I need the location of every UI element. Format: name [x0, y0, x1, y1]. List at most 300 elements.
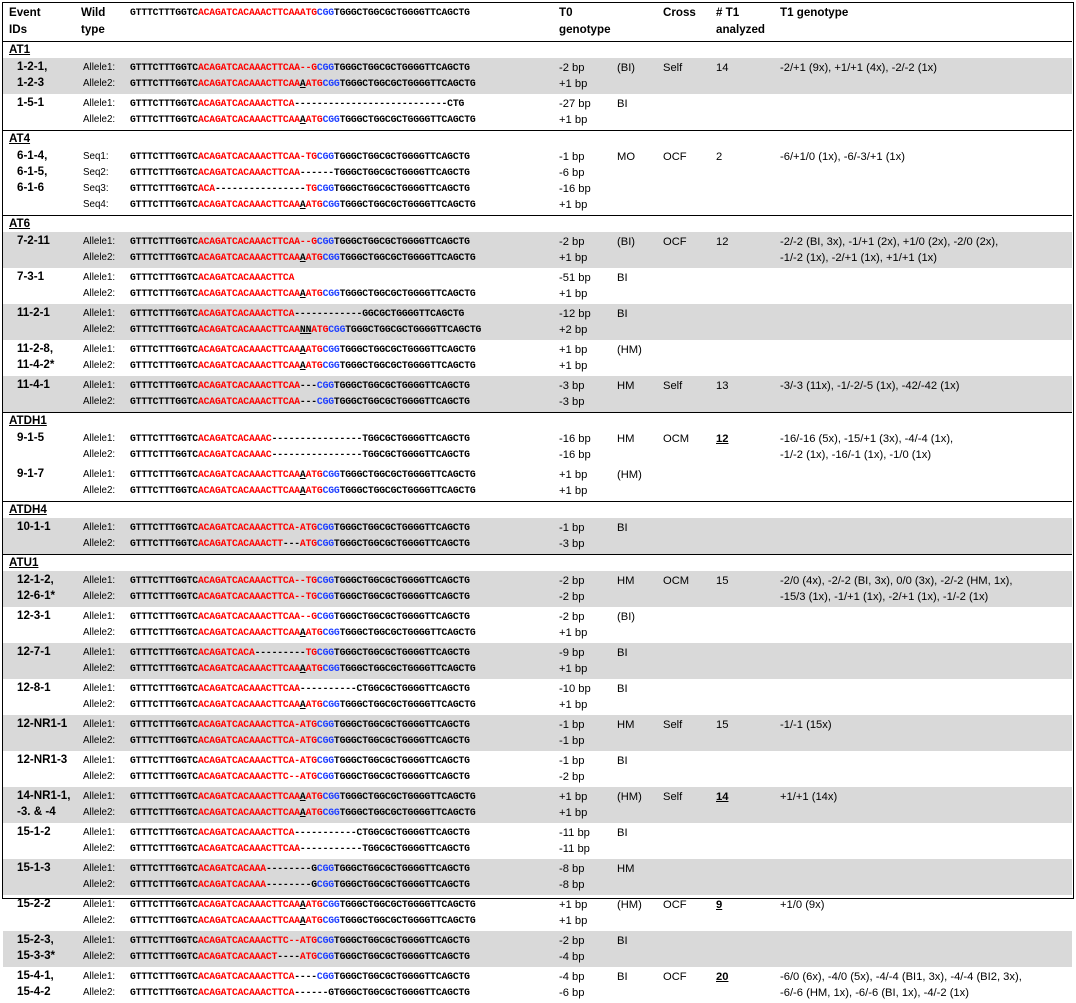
sequence-segment: GTTTCTTTGGTC — [130, 935, 198, 946]
allele-sequence — [130, 610, 470, 624]
sequence-segment: ACAGATCACAAACTTCAA — [197, 791, 300, 802]
sequence-segment: TGGGCTGGCGCTGGGGTTCAGCTG — [339, 360, 476, 371]
allele-label: Allele2: — [83, 771, 116, 782]
section-title: ATU1 — [9, 556, 39, 569]
cross-type: Self — [663, 380, 683, 392]
sequence-segment: ACAGATCACAAACTTCA — [197, 98, 295, 109]
allele-sequence — [130, 950, 470, 964]
sequence-segment: CGG — [322, 344, 340, 355]
sequence-segment: TGGGCTGGCGCTGGGGTTCAGCTG — [333, 522, 470, 533]
t0-genotype-value: -2 bp — [559, 771, 585, 783]
allele-label: Allele1: — [83, 469, 116, 480]
event-id: 12-8-1 — [17, 681, 51, 694]
sequence-segment: ATG — [305, 915, 323, 926]
sequence-segment: TGGGCTGGCGCTGGGGTTCAGCTG — [339, 915, 476, 926]
sequence-segment: GTTTCTTTGGTC — [130, 485, 198, 496]
sequence-segment: CGG — [322, 360, 340, 371]
allele-label: Allele1: — [83, 899, 116, 910]
zygosity-label: HM — [617, 433, 635, 445]
allele-label: Allele1: — [83, 791, 116, 802]
sequence-segment: CGG — [316, 575, 334, 586]
t0-genotype-value: +1 bp — [559, 252, 588, 264]
allele-label: Allele1: — [83, 62, 116, 73]
t1-count: 15 — [716, 575, 729, 587]
event-id: 15-4-1, — [17, 969, 54, 982]
sequence-segment: CGG — [316, 611, 334, 622]
t0-genotype-value: -8 bp — [559, 879, 585, 891]
sequence-segment: ACAGATCACAAACTTCAA — [197, 78, 300, 89]
t0-genotype-value: +1 bp — [559, 485, 588, 497]
sequence-segment: GTTTCTTTGGTC — [130, 879, 198, 890]
allele-sequence — [130, 934, 470, 948]
sequence-segment: TGGGCTGGCGCTGGGGTTCAGCTG — [333, 611, 470, 622]
t1-genotype-value: -1/-1 (15x) — [780, 719, 832, 731]
allele-label: Allele1: — [83, 611, 116, 622]
sequence-segment: TGGGCTGGCGCTGGGGTTCAGCTG — [333, 863, 470, 874]
t0-genotype-value: -1 bp — [559, 755, 585, 767]
sequence-segment: ACAGATCACAAACTTCA-ATG — [197, 755, 317, 766]
t1-count: 15 — [716, 719, 729, 731]
allele-label: Allele2: — [83, 114, 116, 125]
allele-sequence — [130, 537, 470, 551]
t0-genotype-value: -51 bp — [559, 272, 591, 284]
table-row — [3, 715, 1072, 751]
sequence-segment: ACAGATCACAAACTTCA — [197, 308, 295, 319]
sequence-segment: CGG — [322, 252, 340, 263]
sequence-segment: ACAGATCACAAACTTCA-ATG — [197, 719, 317, 730]
cross-type: OCF — [663, 236, 687, 248]
sequence-segment: GTTTCTTTGGTC — [130, 951, 198, 962]
allele-sequence — [130, 898, 476, 912]
sequence-segment: ACAGATCACAAACT — [197, 951, 278, 962]
sequence-segment: NN — [299, 324, 312, 335]
allele-sequence — [130, 61, 470, 75]
sequence-segment: TGGGCTGGCGCTGGGGTTCAGCTG — [339, 288, 476, 299]
sequence-segment: ATG — [305, 699, 323, 710]
section-header-row — [3, 215, 1072, 232]
sequence-segment: ACAGATCACAAA — [197, 879, 266, 890]
header-t1n-line: analyzed — [716, 23, 765, 36]
sequence-segment: A — [299, 627, 306, 638]
sequence-segment: CGG — [316, 62, 334, 73]
sequence-segment: TGGGCTGGCGCTGGGGTTCAGCTG — [339, 485, 476, 496]
sequence-segment: TGGGCTGGCGCTGGGGTTCAGCTG — [339, 469, 476, 480]
sequence-segment: GTTTCTTTGGTC — [130, 449, 198, 460]
sequence-segment: GTTTCTTTGGTC — [130, 114, 198, 125]
allele-label: Allele2: — [83, 78, 116, 89]
t1-count: 20 — [716, 971, 729, 983]
sequence-segment: ACAGATCACAAACTTCA — [197, 987, 295, 998]
sequence-segment: TGGGCTGGCGCTGGGGTTCAGCTG — [333, 62, 470, 73]
allele-sequence — [130, 379, 470, 393]
t1-genotype-value: -6/0 (6x), -4/0 (5x), -4/-4 (BI1, 3x), -4/-4 (BI2, 3x), — [780, 971, 1022, 983]
sequence-segment: ACAGATCACAAACTTCAA — [197, 627, 300, 638]
sequence-segment: ---- — [277, 951, 300, 962]
sequence-segment: ATG — [299, 538, 317, 549]
zygosity-label: (HM) — [617, 344, 642, 356]
zygosity-label: HM — [617, 863, 635, 875]
allele-sequence — [130, 113, 476, 127]
cross-type: OCF — [663, 899, 687, 911]
t0-genotype-value: +1 bp — [559, 663, 588, 675]
table-row — [3, 679, 1072, 715]
t0-genotype-value: -9 bp — [559, 647, 585, 659]
sequence-segment: TGGGCTGGCGCTGGGGTTCAGCTG — [333, 380, 470, 391]
t0-genotype-value: -11 bp — [559, 843, 590, 855]
t0-genotype-value: +1 bp — [559, 627, 588, 639]
allele-sequence — [130, 626, 476, 640]
event-id: -3. & -4 — [17, 805, 56, 818]
t0-genotype-value: +1 bp — [559, 915, 588, 927]
sequence-segment: ACAGATCACAAACTTCAA — [197, 915, 300, 926]
header-t1n-line: # T1 — [716, 6, 740, 19]
t1-count: 14 — [716, 791, 729, 803]
header-wild-line: type — [81, 23, 105, 36]
sequence-segment: GTTTCTTTGGTC — [130, 771, 198, 782]
event-id: 1-2-3 — [17, 76, 45, 89]
sequence-segment: ------------GGCGCTGGGGTTCAGCTG — [294, 308, 465, 319]
t0-genotype-value: +1 bp — [559, 114, 588, 126]
sequence-segment: TGGGCTGGCGCTGGGGTTCAGCTG — [333, 591, 470, 602]
header-wild-line: Wild — [81, 6, 106, 19]
sequence-segment: GTTTCTTTGGTC — [130, 380, 198, 391]
section-header-row — [3, 501, 1072, 518]
sequence-segment: ATG — [305, 360, 323, 371]
t0-genotype-value: +1 bp — [559, 469, 588, 481]
sequence-segment: TGGGCTGGCGCTGGGGTTCAGCTG — [333, 236, 470, 247]
sequence-segment: ---- — [294, 971, 317, 982]
header-row — [3, 3, 1072, 39]
event-id: 9-1-5 — [17, 431, 45, 444]
sequence-segment: A — [299, 663, 306, 674]
sequence-segment: --------- — [254, 647, 306, 658]
table-row — [3, 340, 1072, 376]
sequence-segment: GTTTCTTTGGTC — [130, 236, 198, 247]
sequence-segment: ACAGATCACAAACTTCA — [197, 971, 295, 982]
sequence-segment: TGGGCTGGCGCTGGGGTTCAGCTG — [339, 199, 476, 210]
allele-sequence — [130, 970, 470, 984]
sequence-segment: GTTTCTTTGGTC — [130, 663, 198, 674]
section-title: ATDH4 — [9, 503, 47, 516]
t1-count: 14 — [716, 62, 729, 74]
zygosity-label: (HM) — [617, 469, 642, 481]
sequence-segment: GTTTCTTTGGTC — [130, 915, 198, 926]
section-title: ATDH1 — [9, 414, 47, 427]
sequence-segment: CGG — [328, 324, 346, 335]
sequence-segment: GTTTCTTTGGTC — [130, 538, 198, 549]
sequence-segment: CGG — [322, 288, 340, 299]
sequence-segment: ACAGATCACAAA — [197, 863, 266, 874]
sequence-segment: ACAGATCACAAACTTCA-ATG — [197, 735, 317, 746]
sequence-segment: GTTTCTTTGGTC — [130, 591, 198, 602]
sequence-segment: GTTTCTTTGGTC — [130, 899, 198, 910]
table-row — [3, 268, 1072, 304]
allele-sequence — [130, 914, 476, 928]
sequence-segment: A — [299, 469, 306, 480]
sequence-segment: TGGGCTGGCGCTGGGGTTCAGCTG — [333, 755, 470, 766]
allele-label: Allele1: — [83, 344, 116, 355]
allele-label: Allele2: — [83, 987, 116, 998]
sequence-segment: ACAGATCACAAACTTCAA — [197, 396, 300, 407]
sequence-segment: --- — [299, 396, 317, 407]
sequence-segment: ATG — [305, 663, 323, 674]
allele-label: Allele2: — [83, 396, 116, 407]
t1-genotype-value: -1/-2 (1x), -16/-1 (1x), -1/0 (1x) — [780, 449, 932, 461]
sequence-segment: ACAGATCACAAACTTCAA — [197, 380, 300, 391]
sequence-segment: ACAGATCACAAACTTCAA — [197, 899, 300, 910]
allele-sequence — [130, 986, 470, 1000]
cross-type: OCM — [663, 575, 690, 587]
zygosity-label: (BI) — [617, 62, 636, 74]
sequence-segment: TGGGCTGGCGCTGGGGTTCAGCTG — [333, 771, 470, 782]
allele-label: Allele1: — [83, 683, 116, 694]
header-t0-line: genotype — [559, 23, 611, 36]
event-id: 1-5-1 — [17, 96, 45, 109]
cross-type: Self — [663, 62, 683, 74]
sequence-segment: ACAGATCACAAACTTCAA — [197, 324, 300, 335]
t0-genotype-value: -4 bp — [559, 951, 585, 963]
allele-sequence — [130, 826, 470, 840]
sequence-segment: --------G — [265, 863, 317, 874]
t1-count: 9 — [716, 899, 723, 911]
cross-type: OCF — [663, 151, 687, 163]
cross-type: Self — [663, 719, 683, 731]
zygosity-label: BI — [617, 683, 628, 695]
t0-genotype-value: -4 bp — [559, 971, 585, 983]
allele-sequence — [130, 432, 470, 446]
t1-genotype-value: +1/0 (9x) — [780, 899, 825, 911]
sequence-segment: A — [299, 360, 306, 371]
allele-sequence — [130, 862, 470, 876]
t0-genotype-value: -6 bp — [559, 987, 585, 999]
sequence-segment: GTTTCTTTGGTC — [130, 183, 198, 194]
allele-label: Seq4: — [83, 199, 109, 210]
sequence-segment: GTTTCTTTGGTC — [130, 272, 198, 283]
event-id: 11-4-1 — [17, 378, 50, 391]
allele-label: Allele2: — [83, 538, 116, 549]
allele-label: Allele2: — [83, 252, 116, 263]
allele-label: Allele1: — [83, 308, 116, 319]
table-row — [3, 232, 1072, 268]
sequence-segment: ACAGATCACAAACTTCA — [197, 272, 295, 283]
sequence-segment: GTTTCTTTGGTC — [130, 719, 198, 730]
sequence-segment: ATG — [311, 324, 329, 335]
t0-genotype-value: -16 bp — [559, 449, 591, 461]
sequence-segment: ACAGATCACAAACTTCAA — [197, 485, 300, 496]
allele-label: Allele2: — [83, 915, 116, 926]
zygosity-label: BI — [617, 308, 628, 320]
zygosity-label: BI — [617, 935, 628, 947]
table-row — [3, 518, 1072, 554]
sequence-segment: GTTTCTTTGGTC — [130, 62, 198, 73]
sequence-segment: TGGGCTGGCGCTGGGGTTCAGCTG — [333, 971, 470, 982]
t0-genotype-value: -16 bp — [559, 183, 591, 195]
event-id: 12-7-1 — [17, 645, 51, 658]
allele-sequence — [130, 806, 476, 820]
zygosity-label: (HM) — [617, 899, 642, 911]
t1-count: 13 — [716, 380, 729, 392]
sequence-segment: ACAGATCACAAACTTCAA--G — [197, 611, 317, 622]
sequence-segment: ACAGATCACAAACTTCAA — [197, 360, 300, 371]
sequence-segment: ACAGATCACAAACTTCA--TG — [197, 591, 317, 602]
sequence-segment: A — [299, 915, 306, 926]
allele-label: Allele1: — [83, 719, 116, 730]
event-id: 11-4-2* — [17, 358, 55, 371]
sequence-segment: TGGGCTGGCGCTGGGGTTCAGCTG — [339, 627, 476, 638]
sequence-segment: ------GTGGGCTGGCGCTGGGGTTCAGCTG — [294, 987, 470, 998]
allele-label: Allele2: — [83, 879, 116, 890]
t0-genotype-value: +2 bp — [559, 324, 588, 336]
cross-type: Self — [663, 791, 683, 803]
sequence-segment: TGGGCTGGCGCTGGGGTTCAGCTG — [333, 396, 470, 407]
sequence-segment: A — [299, 344, 306, 355]
table-row — [3, 931, 1072, 967]
table-row — [3, 895, 1072, 931]
sequence-segment: GTTTCTTTGGTC — [130, 78, 198, 89]
zygosity-label: BI — [617, 827, 628, 839]
t0-genotype-value: +1 bp — [559, 807, 588, 819]
allele-sequence — [130, 468, 476, 482]
t0-genotype-value: -6 bp — [559, 167, 585, 179]
allele-sequence — [130, 878, 470, 892]
sequence-segment: TGGGCTGGCGCTGGGGTTCAGCTG — [339, 252, 476, 263]
event-id: 15-2-3, — [17, 933, 54, 946]
allele-sequence — [130, 484, 476, 498]
sequence-segment: TGGGCTGGCGCTGGGGTTCAGCTG — [333, 7, 470, 18]
allele-sequence — [130, 182, 470, 196]
sequence-segment: GTTTCTTTGGTC — [130, 522, 198, 533]
t0-genotype-value: -1 bp — [559, 151, 585, 163]
table-row — [3, 58, 1072, 94]
sequence-segment: ACAGATCACAAACTTCAA — [197, 344, 300, 355]
sequence-segment: ATG — [305, 78, 323, 89]
sequence-segment: GTTTCTTTGGTC — [130, 575, 198, 586]
sequence-segment: ACAGATCACA — [197, 647, 255, 658]
t1-genotype-value: -3/-3 (11x), -1/-2/-5 (1x), -42/-42 (1x) — [780, 380, 960, 392]
event-id: 6-1-6 — [17, 181, 45, 194]
t1-genotype-value: -2/+1 (9x), +1/+1 (4x), -2/-2 (1x) — [780, 62, 937, 74]
allele-label: Allele1: — [83, 236, 116, 247]
t1-count: 12 — [716, 236, 729, 248]
wild-type-sequence — [130, 6, 470, 20]
section-header-row — [3, 554, 1072, 571]
cross-type: OCF — [663, 971, 687, 983]
sequence-segment: --------G — [265, 879, 317, 890]
allele-label: Allele2: — [83, 591, 116, 602]
allele-sequence — [130, 662, 476, 676]
section-title: AT4 — [9, 132, 31, 145]
header-t0-genotype — [559, 4, 611, 38]
sequence-segment: GTTTCTTTGGTC — [130, 151, 198, 162]
sequence-segment: -----------TGGCGCTGGGGTTCAGCTG — [299, 843, 470, 854]
event-id: 6-1-4, — [17, 149, 48, 162]
section-header-row — [3, 41, 1072, 58]
header-t1-genotype: T1 genotype — [780, 6, 849, 19]
sequence-segment: GTTTCTTTGGTC — [130, 863, 198, 874]
allele-sequence — [130, 754, 470, 768]
section-title: AT1 — [9, 43, 31, 56]
sequence-segment: GTTTCTTTGGTC — [130, 735, 198, 746]
sequence-segment: ----------CTGGCGCTGGGGTTCAGCTG — [299, 683, 470, 694]
sequence-segment: TGGGCTGGCGCTGGGGTTCAGCTG — [339, 78, 476, 89]
sequence-segment: TGGGCTGGCGCTGGGGTTCAGCTG — [333, 735, 470, 746]
sequence-segment: ACA — [197, 183, 215, 194]
sequence-segment: ACAGATCACAAACTTCAA — [197, 699, 300, 710]
header-cross: Cross — [663, 6, 696, 19]
table-row — [3, 571, 1072, 607]
sequence-segment: TGGGCTGGCGCTGGGGTTCAGCTG — [339, 899, 476, 910]
allele-label: Allele1: — [83, 863, 116, 874]
event-id: 7-3-1 — [17, 270, 45, 283]
sequence-segment: GTTTCTTTGGTC — [130, 683, 198, 694]
sequence-segment: ACAGATCACAAACTTCAA — [197, 807, 300, 818]
zygosity-label: BI — [617, 755, 628, 767]
sequence-segment: ------TGGGCTGGCGCTGGGGTTCAGCTG — [299, 167, 470, 178]
sequence-segment: GTTTCTTTGGTC — [130, 807, 198, 818]
t1-genotype-value: -6/+1/0 (1x), -6/-3/+1 (1x) — [780, 151, 905, 163]
sequence-segment: ATG — [305, 469, 323, 480]
section-header-row — [3, 412, 1072, 429]
sequence-segment: CGG — [322, 807, 340, 818]
table-row — [3, 967, 1072, 1003]
allele-sequence — [130, 718, 470, 732]
sequence-segment: ACAGATCACAAACTTCAAATG — [197, 7, 317, 18]
allele-label: Allele2: — [83, 627, 116, 638]
sequence-segment: CGG — [316, 971, 334, 982]
sequence-segment: A — [299, 114, 306, 125]
event-id: 11-2-8, — [17, 342, 54, 355]
sequence-segment: GTTTCTTTGGTC — [130, 360, 198, 371]
sequence-segment: GTTTCTTTGGTC — [130, 755, 198, 766]
sequence-segment: TGGGCTGGCGCTGGGGTTCAGCTG — [339, 344, 476, 355]
sequence-segment: CGG — [322, 899, 340, 910]
sequence-segment: ACAGATCACAAACTTCAA — [197, 663, 300, 674]
event-id: 9-1-7 — [17, 467, 45, 480]
sequence-segment: CGG — [316, 151, 334, 162]
sequence-segment: ACAGATCACAAACTTCAA — [197, 288, 300, 299]
t0-genotype-value: -16 bp — [559, 433, 591, 445]
sequence-segment: CGG — [322, 469, 340, 480]
sequence-segment: CGG — [316, 863, 334, 874]
sequence-segment: A — [299, 807, 306, 818]
sequence-segment: A — [299, 485, 306, 496]
sequence-segment: TGGGCTGGCGCTGGGGTTCAGCTG — [339, 807, 476, 818]
sequence-segment: ACAGATCACAAACTTCAA — [197, 199, 300, 210]
allele-label: Allele2: — [83, 485, 116, 496]
event-id: 7-2-11 — [17, 234, 50, 247]
sequence-segment: CGG — [322, 791, 340, 802]
sequence-segment: --- — [299, 380, 317, 391]
sequence-segment: ---------------------------CTG — [294, 98, 465, 109]
allele-sequence — [130, 359, 476, 373]
event-id: 15-1-3 — [17, 861, 51, 874]
sequence-segment: CGG — [322, 114, 340, 125]
allele-label: Allele2: — [83, 324, 116, 335]
sequence-segment: TGGGCTGGCGCTGGGGTTCAGCTG — [333, 935, 470, 946]
t1-genotype-value: +1/+1 (14x) — [780, 791, 838, 803]
t0-genotype-value: -12 bp — [559, 308, 591, 320]
allele-sequence — [130, 682, 470, 696]
sequence-segment: GTTTCTTTGGTC — [130, 344, 198, 355]
sequence-segment: GTTTCTTTGGTC — [130, 611, 198, 622]
t0-genotype-value: +1 bp — [559, 288, 588, 300]
allele-label: Allele2: — [83, 735, 116, 746]
sequence-segment: TGGGCTGGCGCTGGGGTTCAGCTG — [333, 575, 470, 586]
event-id: 1-2-1, — [17, 60, 48, 73]
table-row — [3, 429, 1072, 465]
allele-sequence — [130, 198, 476, 212]
allele-label: Allele1: — [83, 971, 116, 982]
